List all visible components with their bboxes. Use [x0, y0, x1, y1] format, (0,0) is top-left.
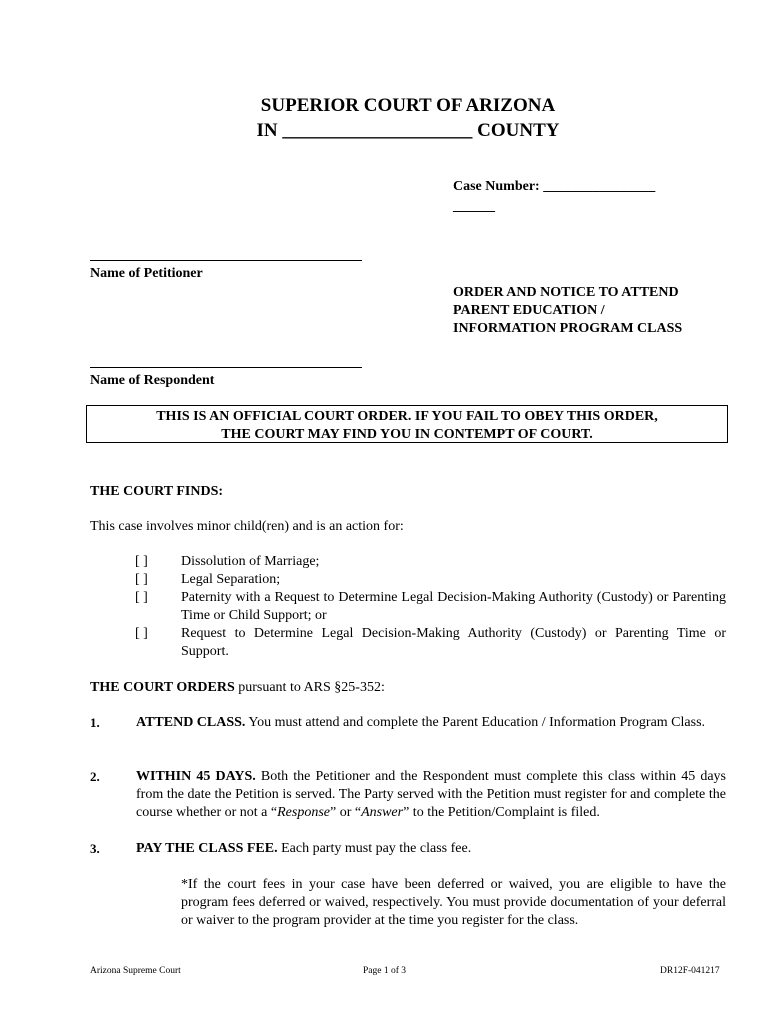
item-title: PAY THE CLASS FEE.	[136, 841, 278, 856]
orders-heading	[90, 679, 385, 697]
notice-line2: THE COURT MAY FIND YOU IN CONTEMPT OF COURT.	[221, 427, 593, 442]
item-body	[136, 714, 726, 732]
footer-court: Arizona Supreme Court	[90, 966, 181, 976]
item-text-end: ” to the Petition/Complaint is filed.	[403, 805, 600, 820]
document-title-line1: ORDER AND NOTICE TO ATTEND	[453, 285, 679, 300]
item-text: Both the Petitioner and the Respondent must complete this class within 45 days from the date the Petition is served. The Party served with the Petition must register for and complete the course whether or not a “	[136, 769, 726, 820]
fee-waiver-note: *If the court fees in your case have been deferred or waived, you are eligible to have the program fees deferred or waived, respectively. You must provide documentation of your deferral or waiver to the program provider at the time you register for the class.	[181, 877, 726, 928]
option-label: Request to Determine Legal Decision-Making Authority (Custody) or Parenting Time or Support.	[181, 626, 726, 659]
petitioner-label: Name of Petitioner	[90, 266, 203, 281]
orders-heading-bold: THE COURT ORDERS	[90, 680, 235, 695]
item-text-italic-response: Response	[277, 805, 330, 820]
item-text-italic-answer: Answer	[361, 805, 404, 820]
case-number-label: Case Number: ________________	[453, 179, 656, 194]
option-label: Paternity with a Request to Determine Legal Decision-Making Authority (Custody) or Parenting Time or Child Support; or	[181, 590, 726, 623]
document-title-line2: PARENT EDUCATION /	[453, 303, 605, 318]
option-label: Dissolution of Marriage;	[181, 554, 320, 569]
item-title: WITHIN 45 DAYS.	[136, 769, 256, 784]
contempt-notice-box	[86, 405, 728, 443]
notice-line1: THIS IS AN OFFICIAL COURT ORDER. IF YOU FAIL TO OBEY THIS ORDER,	[156, 409, 658, 424]
option-label: Legal Separation;	[181, 572, 281, 587]
court-title: SUPERIOR COURT OF ARIZONA	[260, 95, 556, 116]
item-number: 3.	[90, 841, 100, 856]
findings-intro: This case involves minor child(ren) and is an action for:	[90, 519, 404, 534]
document-title-line3: INFORMATION PROGRAM CLASS	[453, 321, 683, 336]
checkbox[interactable]: [ ]	[135, 554, 148, 569]
footer-page-number: Page 1 of 3	[363, 966, 407, 976]
item-title: ATTEND CLASS.	[136, 715, 246, 730]
item-text: Each party must pay the class fee.	[277, 841, 472, 856]
footer-form-code: DR12F-041217	[660, 966, 720, 976]
checkbox[interactable]: [ ]	[135, 626, 148, 641]
respondent-label: Name of Respondent	[90, 373, 215, 388]
item-text: You must attend and complete the Parent Education / Information Program Class.	[245, 715, 706, 730]
findings-heading: THE COURT FINDS:	[90, 484, 224, 499]
item-body	[136, 768, 726, 822]
checkbox[interactable]: [ ]	[135, 572, 148, 587]
checkbox[interactable]: [ ]	[135, 590, 148, 605]
case-number-continuation: ______	[453, 199, 495, 214]
respondent-signature-line	[90, 367, 362, 368]
orders-heading-rest: pursuant to ARS §25-352:	[234, 680, 385, 695]
item-number: 1.	[90, 715, 100, 730]
item-body	[136, 840, 726, 858]
item-text-mid: ” or “	[330, 805, 362, 820]
item-number: 2.	[90, 769, 100, 784]
petitioner-signature-line	[90, 260, 362, 261]
county-line: IN ____________________ COUNTY	[256, 120, 560, 141]
